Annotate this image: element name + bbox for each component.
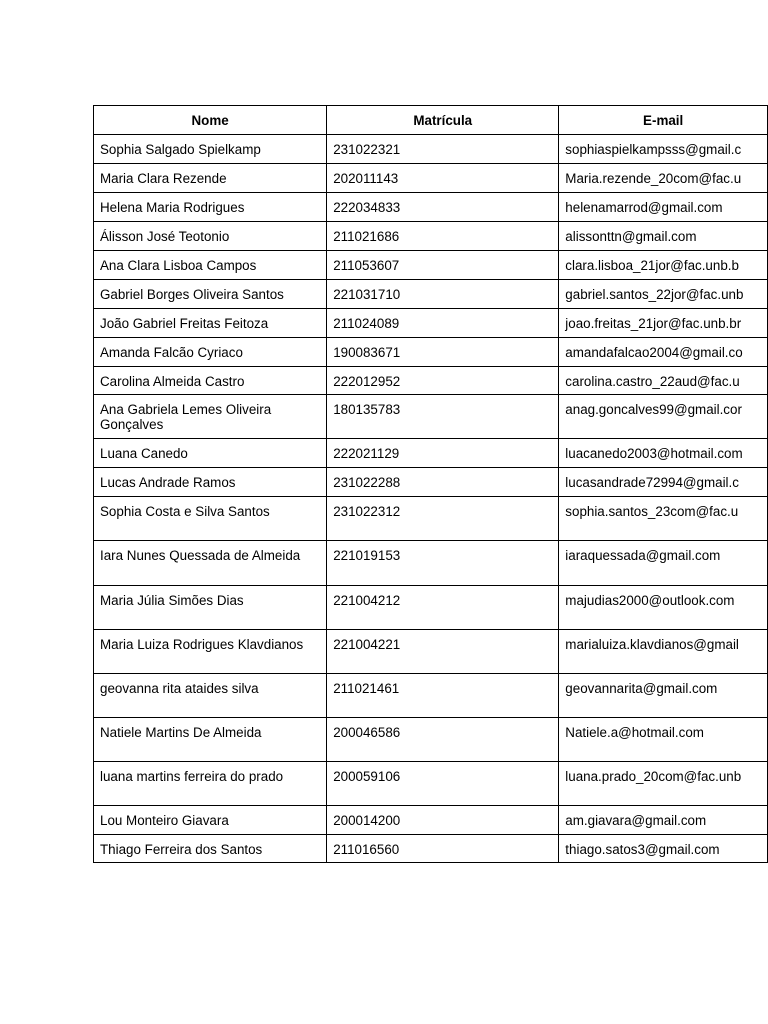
cell-matricula: 211016560 [327,835,559,863]
table-row [94,762,768,806]
cell-matricula: 231022312 [327,497,559,541]
cell-nome: Gabriel Borges Oliveira Santos [94,280,327,309]
header-nome: Nome [94,106,327,135]
cell-email: iaraquessada@gmail.com [559,541,768,586]
cell-email: carolina.castro_22aud@fac.u [559,367,768,395]
table-row [94,193,768,222]
cell-email: sophiaspielkampsss@gmail.c [559,135,768,164]
cell-matricula: 200046586 [327,718,559,762]
cell-nome: Carolina Almeida Castro [94,367,327,395]
table-row [94,251,768,280]
student-roster-table [93,105,768,863]
cell-nome: Iara Nunes Quessada de Almeida [94,541,327,586]
cell-email: thiago.satos3@gmail.com [559,835,768,863]
cell-nome: João Gabriel Freitas Feitoza [94,309,327,338]
cell-matricula: 200014200 [327,806,559,835]
header-matricula: Matrícula [327,106,559,135]
cell-matricula: 222021129 [327,439,559,468]
cell-email: anag.goncalves99@gmail.cor [559,395,768,439]
cell-email: majudias2000@outlook.com [559,586,768,630]
table-row [94,497,768,541]
table-row [94,135,768,164]
cell-matricula: 231022288 [327,468,559,497]
cell-email: geovannarita@gmail.com [559,674,768,718]
cell-email: Maria.rezende_20com@fac.u [559,164,768,193]
cell-matricula: 211024089 [327,309,559,338]
table-row [94,718,768,762]
cell-matricula: 221004212 [327,586,559,630]
cell-nome: geovanna rita ataides silva [94,674,327,718]
cell-nome: Maria Clara Rezende [94,164,327,193]
table-row [94,367,768,395]
table-row [94,222,768,251]
cell-email: amandafalcao2004@gmail.co [559,338,768,367]
cell-matricula: 221019153 [327,541,559,586]
cell-nome: Lucas Andrade Ramos [94,468,327,497]
cell-nome: Sophia Salgado Spielkamp [94,135,327,164]
cell-email: gabriel.santos_22jor@fac.unb [559,280,768,309]
table-row [94,395,768,439]
cell-matricula: 222012952 [327,367,559,395]
cell-matricula: 211021461 [327,674,559,718]
table-row [94,586,768,630]
cell-email: helenamarrod@gmail.com [559,193,768,222]
cell-email: sophia.santos_23com@fac.u [559,497,768,541]
cell-matricula: 190083671 [327,338,559,367]
cell-matricula: 221004221 [327,630,559,674]
cell-email: Natiele.a@hotmail.com [559,718,768,762]
cell-nome: Sophia Costa e Silva Santos [94,497,327,541]
cell-matricula: 231022321 [327,135,559,164]
cell-matricula: 180135783 [327,395,559,439]
table-row [94,541,768,586]
cell-nome: Luana Canedo [94,439,327,468]
cell-matricula: 221031710 [327,280,559,309]
table-row [94,439,768,468]
cell-nome: Amanda Falcão Cyriaco [94,338,327,367]
cell-nome: Thiago Ferreira dos Santos [94,835,327,863]
table-row [94,468,768,497]
cell-nome: Ana Clara Lisboa Campos [94,251,327,280]
table-row [94,164,768,193]
table-row [94,835,768,863]
table-row [94,674,768,718]
cell-matricula: 222034833 [327,193,559,222]
cell-email: luacanedo2003@hotmail.com [559,439,768,468]
cell-nome: Lou Monteiro Giavara [94,806,327,835]
cell-nome: Ana Gabriela Lemes Oliveira Gonçalves [94,395,327,439]
table-row [94,630,768,674]
cell-nome: Maria Luiza Rodrigues Klavdianos [94,630,327,674]
cell-nome: Helena Maria Rodrigues [94,193,327,222]
cell-matricula: 211021686 [327,222,559,251]
table-row [94,806,768,835]
cell-email: joao.freitas_21jor@fac.unb.br [559,309,768,338]
cell-nome: Álisson José Teotonio [94,222,327,251]
cell-email: marialuiza.klavdianos@gmail [559,630,768,674]
table-header-row [94,106,768,135]
cell-email: luana.prado_20com@fac.unb [559,762,768,806]
table-row [94,338,768,367]
table-row [94,280,768,309]
cell-email: am.giavara@gmail.com [559,806,768,835]
cell-matricula: 202011143 [327,164,559,193]
cell-email: lucasandrade72994@gmail.c [559,468,768,497]
table-row [94,309,768,338]
header-email: E-mail [559,106,768,135]
cell-email: alissonttn@gmail.com [559,222,768,251]
cell-matricula: 200059106 [327,762,559,806]
cell-nome: Natiele Martins De Almeida [94,718,327,762]
cell-nome: Maria Júlia Simões Dias [94,586,327,630]
cell-matricula: 211053607 [327,251,559,280]
cell-email: clara.lisboa_21jor@fac.unb.b [559,251,768,280]
cell-nome: luana martins ferreira do prado [94,762,327,806]
